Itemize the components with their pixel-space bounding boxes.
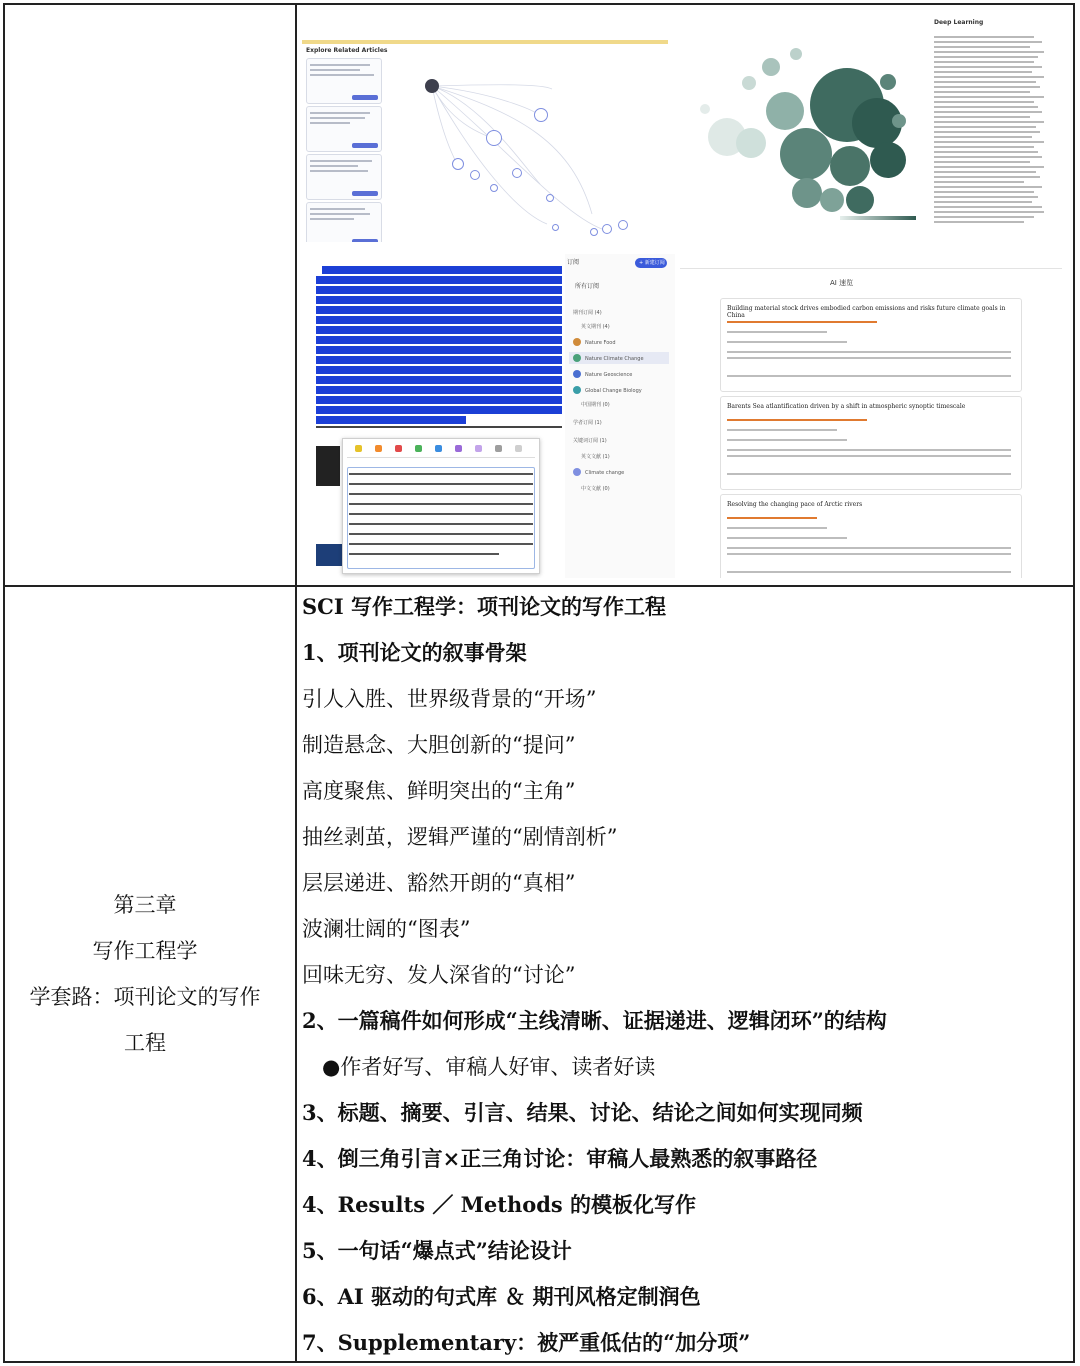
bubble bbox=[762, 58, 780, 76]
sidebar-english-docs[interactable]: 英文文献 (1) bbox=[581, 454, 610, 460]
paper-card[interactable] bbox=[720, 396, 1022, 490]
sidebar-item[interactable]: Nature Geoscience bbox=[585, 372, 633, 378]
sidebar-item[interactable]: Global Change Biology bbox=[585, 388, 642, 394]
screenshot-collage bbox=[300, 14, 1066, 578]
chapter-number: 第三章 bbox=[113, 893, 177, 917]
outline-item: 层层递进、豁然开朗的“真相” bbox=[302, 871, 576, 895]
outline-item: 5、一句话“爆点式”结论设计 bbox=[302, 1238, 572, 1263]
outline-item: 抽丝剥茧，逻辑严谨的“剧情剖析” bbox=[302, 825, 618, 849]
bubble bbox=[870, 142, 906, 178]
abstract-text bbox=[934, 36, 1050, 226]
chapter-subtitle: 学套路：项刊论文的写作 bbox=[29, 985, 261, 1009]
sidebar-chinese-docs[interactable]: 中文文献 (0) bbox=[581, 486, 610, 492]
ai-digest-screenshot bbox=[680, 254, 1062, 578]
sidebar-item[interactable]: Nature Climate Change bbox=[585, 356, 644, 362]
bubble bbox=[790, 48, 802, 60]
outline-item: 波澜壮阔的“图表” bbox=[302, 917, 471, 941]
sidebar-english[interactable]: 英文期刊 (4) bbox=[581, 324, 610, 330]
paper-title[interactable]: Resolving the changing pace of Arctic rivers bbox=[727, 501, 863, 508]
sidebar-keywords[interactable]: 关键词订阅 (1) bbox=[573, 438, 607, 444]
bubble bbox=[766, 92, 804, 130]
column-divider bbox=[295, 5, 297, 1361]
subscription-sidebar-screenshot bbox=[565, 254, 675, 578]
ai-digest-label: AI 速览 bbox=[830, 279, 854, 287]
sidebar-all[interactable]: 所有订阅 bbox=[575, 283, 600, 290]
related-articles-graph-screenshot bbox=[302, 40, 668, 242]
bubble bbox=[736, 128, 766, 158]
paper-card[interactable] bbox=[720, 298, 1022, 392]
bubble bbox=[792, 178, 822, 208]
outline-item: 高度聚焦、鲜明突出的“主角” bbox=[302, 779, 576, 803]
sidebar-item[interactable]: Nature Food bbox=[585, 340, 616, 346]
new-subscription-button[interactable]: + 新建订阅 bbox=[635, 258, 667, 268]
paper-title[interactable]: Building material stock drives embodied carbon emissions and risks future climate goals in China bbox=[727, 305, 1006, 319]
related-panel-title: Explore Related Articles bbox=[306, 47, 388, 54]
outline-item: 2、一篇稿件如何形成“主线清晰、证据递进、逻辑闭环”的结构 bbox=[302, 1008, 887, 1033]
chapter-title: 写作工程学 bbox=[92, 939, 198, 963]
bubble bbox=[820, 188, 844, 212]
outline-item: 3、标题、摘要、引言、结果、讨论、结论之间如何实现同频 bbox=[302, 1100, 863, 1125]
outline-item: 1、项刊论文的叙事骨架 bbox=[302, 640, 527, 665]
sidebar-keyword-item[interactable]: Climate change bbox=[585, 470, 625, 476]
citation-graph bbox=[302, 44, 668, 242]
outline-item: 7、Supplementary：被严重低估的“加分项” bbox=[302, 1330, 751, 1355]
outline-item: 制造悬念、大胆创新的“提问” bbox=[302, 733, 576, 757]
bubble bbox=[880, 74, 896, 90]
sidebar-scholars[interactable]: 学者订阅 (1) bbox=[573, 420, 602, 426]
outline-item: 6、AI 驱动的句式库 ＆ 期刊风格定制润色 bbox=[302, 1284, 701, 1309]
bubble bbox=[830, 146, 870, 186]
bubble bbox=[892, 114, 906, 128]
outline-item: 引人入胜、世界级背景的“开场” bbox=[302, 687, 597, 711]
bubble-chart-screenshot bbox=[680, 18, 1054, 240]
sidebar-title: 订阅 bbox=[567, 259, 580, 266]
outline-item: 4、倒三角引言×正三角讨论：审稿人最熟悉的叙事路径 bbox=[302, 1146, 818, 1171]
row-divider bbox=[5, 585, 1073, 587]
outline-item: ●作者好写、审稿人好审、读者好读 bbox=[322, 1055, 656, 1079]
deep-learning-title: Deep Learning bbox=[934, 19, 984, 26]
outline-title: SCI 写作工程学：项刊论文的写作工程 bbox=[302, 594, 667, 619]
sidebar-chinese[interactable]: 中国期刊 (0) bbox=[581, 402, 610, 408]
outline-item: 回味无穷、发人深省的“讨论” bbox=[302, 963, 576, 987]
bubble bbox=[846, 186, 874, 214]
bubble bbox=[700, 104, 710, 114]
color-scale bbox=[840, 216, 916, 220]
translation-popup[interactable] bbox=[342, 438, 540, 574]
outline-item: 4、Results ／ Methods 的模板化写作 bbox=[302, 1192, 697, 1217]
chapter-cell bbox=[0, 882, 290, 1066]
paper-title[interactable]: Barents Sea atlantification driven by a shift in atmospheric synoptic timescale bbox=[727, 403, 966, 410]
bubble bbox=[780, 128, 832, 180]
highlighted-manuscript-screenshot bbox=[302, 254, 562, 578]
sidebar-journals[interactable]: 期刊订阅 (4) bbox=[573, 310, 602, 316]
chapter-subtitle-cont: 工程 bbox=[124, 1031, 166, 1055]
bubble bbox=[742, 76, 756, 90]
paper-card[interactable] bbox=[720, 494, 1022, 578]
